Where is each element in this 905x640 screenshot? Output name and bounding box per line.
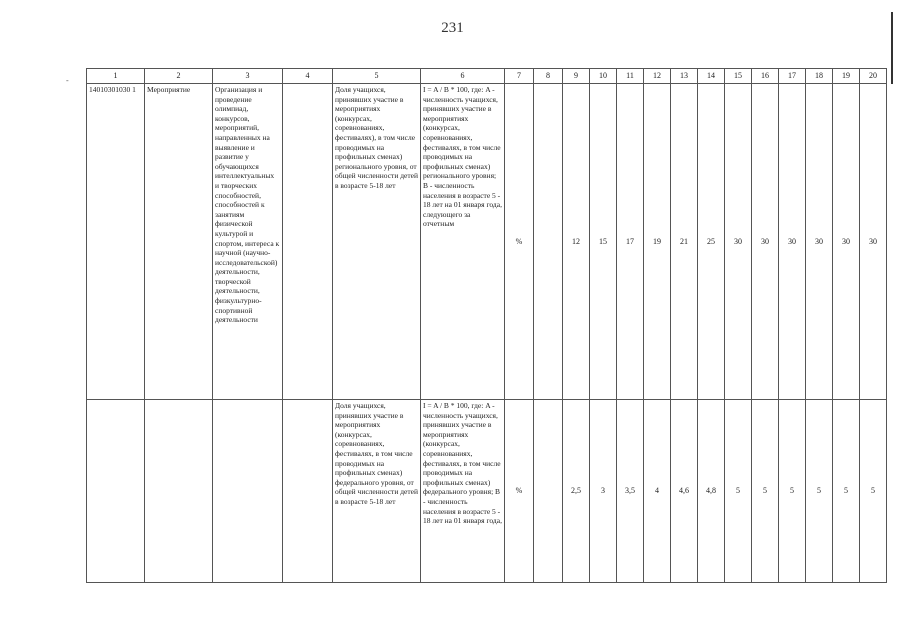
value-cell: 21 <box>671 84 698 400</box>
header-row <box>87 69 887 84</box>
row-code: 14010301030 1 <box>87 84 145 400</box>
column-header: 4 <box>283 69 333 84</box>
column-header: 3 <box>213 69 283 84</box>
value-cell: 30 <box>806 84 833 400</box>
event-name <box>213 400 283 583</box>
column-header: 20 <box>860 69 887 84</box>
table-row <box>87 400 887 583</box>
column-header: 8 <box>534 69 563 84</box>
column-header: 5 <box>333 69 421 84</box>
value-cell: 5 <box>860 400 887 583</box>
value-cell: 12 <box>563 84 590 400</box>
margin-tick: - <box>66 76 69 85</box>
value-cell: 2,5 <box>563 400 590 583</box>
column-header: 18 <box>806 69 833 84</box>
value-cell: 3,5 <box>617 400 644 583</box>
column-header: 13 <box>671 69 698 84</box>
value-cell: 3 <box>590 400 617 583</box>
column-4-cell <box>283 84 333 400</box>
column-4-cell <box>283 400 333 583</box>
value-cell: 25 <box>698 84 725 400</box>
column-header: 11 <box>617 69 644 84</box>
unit-cell: % <box>505 84 534 400</box>
column-header: 19 <box>833 69 860 84</box>
indicator-formula: I = A / B * 100, где: A - численность учащихся, принявших участие в мероприятиях (конкурсах, соревнованиях, фестивалях, в том числе проводимых на профильных сменах) регионального уровня; B - численность населения в возрасте 5 - 18 лет на 01 января года, следующего за отчетным <box>421 84 505 400</box>
value-cell: 19 <box>644 84 671 400</box>
column-header: 10 <box>590 69 617 84</box>
column-header: 15 <box>725 69 752 84</box>
value-cell: 30 <box>833 84 860 400</box>
row-type <box>145 400 213 583</box>
indicator-name: Доля учащихся, принявших участие в мероприятиях (конкурсах, соревнованиях, фестивалях), в том числе проводимых на профильных сменах) регионального уровня, от общей численности детей в возрасте 5-18 лет <box>333 84 421 400</box>
margin-line <box>891 12 893 84</box>
value-cell: 5 <box>725 400 752 583</box>
unit-cell: % <box>505 400 534 583</box>
column-header: 16 <box>752 69 779 84</box>
column-header: 17 <box>779 69 806 84</box>
column-header: 14 <box>698 69 725 84</box>
value-cell: 4 <box>644 400 671 583</box>
column-header: 9 <box>563 69 590 84</box>
value-cell: 30 <box>752 84 779 400</box>
column-header: 7 <box>505 69 534 84</box>
value-cell <box>534 400 563 583</box>
row-code <box>87 400 145 583</box>
table-row <box>87 84 887 400</box>
value-cell: 30 <box>779 84 806 400</box>
value-cell: 5 <box>833 400 860 583</box>
value-cell: 5 <box>779 400 806 583</box>
column-header: 6 <box>421 69 505 84</box>
column-header: 1 <box>87 69 145 84</box>
page-number: 231 <box>441 20 464 36</box>
row-type: Мероприятие <box>145 84 213 400</box>
value-cell: 4,6 <box>671 400 698 583</box>
indicator-formula: I = A / B * 100, где: A - численность учащихся, принявших участие в мероприятиях (конкурсах, соревнованиях, фестивалях, в том числе проводимых на профильных сменах) федерального уровня; B - численность населения в возрасте 5 - 18 лет на 01 января года, <box>421 400 505 583</box>
column-header: 2 <box>145 69 213 84</box>
value-cell: 4,8 <box>698 400 725 583</box>
column-header: 12 <box>644 69 671 84</box>
value-cell <box>534 84 563 400</box>
value-cell: 30 <box>725 84 752 400</box>
value-cell: 17 <box>617 84 644 400</box>
indicator-name: Доля учащихся, принявших участие в мероприятиях (конкурсах, соревнованиях, фестивалях, в том числе проводимых на профильных сменах) федерального уровня, от общей численности детей в возрасте 5-18 лет <box>333 400 421 583</box>
value-cell: 5 <box>806 400 833 583</box>
value-cell: 15 <box>590 84 617 400</box>
program-table <box>86 68 887 583</box>
value-cell: 5 <box>752 400 779 583</box>
value-cell: 30 <box>860 84 887 400</box>
event-name: Организация и проведение олимпиад, конкурсов, мероприятий, направленных на выявление и развитие у обучающихся интеллектуальных и творческих способностей, способностей к занятиям физической культурой и спортом, интереса к научной (научно-исследовательской) деятельности, творческой деятельности, физкультурно-спортивной деятельности <box>213 84 283 400</box>
